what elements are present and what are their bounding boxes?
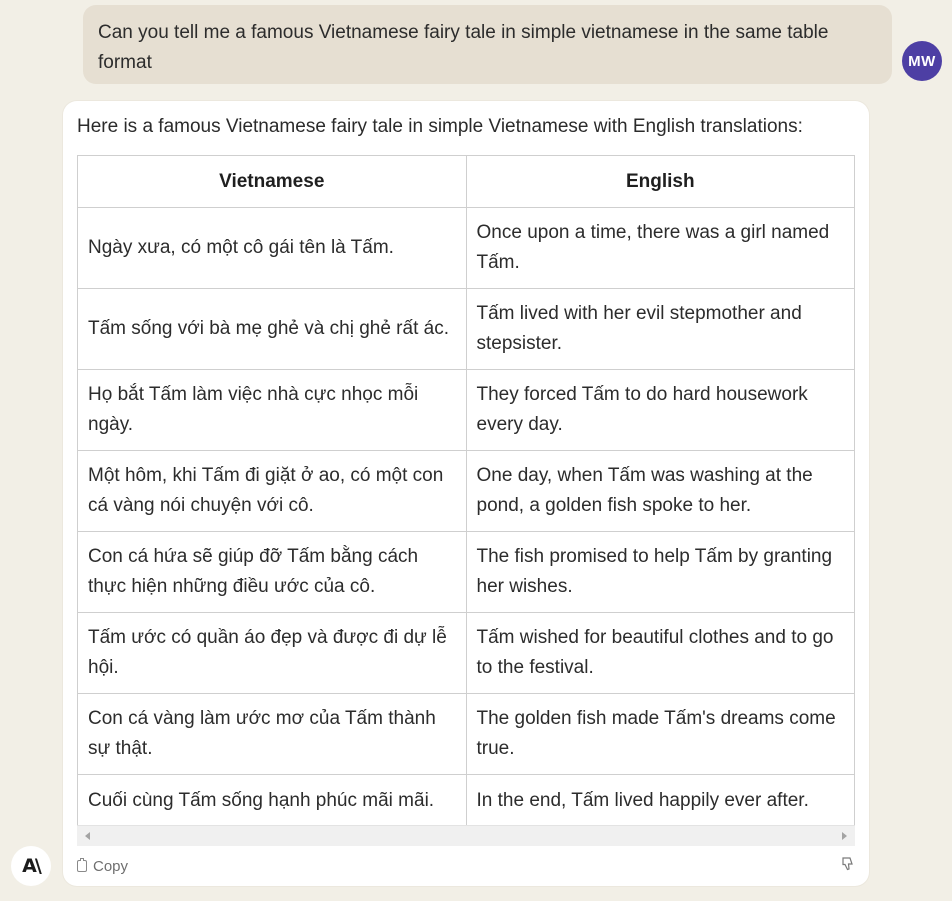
assistant-intro-text: Here is a famous Vietnamese fairy tale in simple Vietnamese with English translations: — [77, 116, 803, 137]
user-avatar[interactable] — [902, 41, 942, 81]
table-cell-english: One day, when Tấm was washing at the pond, a golden fish spoke to her. — [466, 451, 855, 532]
user-message-text: Can you tell me a famous Vietnamese fairy tale in simple vietnamese in the same table format — [98, 22, 829, 73]
table-cell-vietnamese: Con cá vàng làm ước mơ của Tấm thành sự thật. — [78, 694, 467, 775]
clipboard-icon — [77, 860, 87, 872]
assistant-logo — [11, 846, 51, 886]
table-cell-english: The fish promised to help Tấm by granting her wishes. — [466, 532, 855, 613]
table-cell-vietnamese: Họ bắt Tấm làm việc nhà cực nhọc mỗi ngày. — [78, 370, 467, 451]
table-cell-vietnamese: Tấm sống với bà mẹ ghẻ và chị ghẻ rất ác. — [78, 289, 467, 370]
table-cell-english: In the end, Tấm lived happily ever after. — [466, 775, 855, 827]
story-table — [77, 155, 855, 827]
table-row — [78, 370, 855, 451]
table-cell-vietnamese: Ngày xưa, có một cô gái tên là Tấm. — [78, 208, 467, 289]
copy-button-label: Copy — [93, 857, 129, 875]
table-cell-english: Once upon a time, there was a girl named Tấm. — [466, 208, 855, 289]
assistant-logo-text: A\ — [22, 855, 40, 877]
table-scroll-container — [77, 155, 855, 845]
table-cell-vietnamese: Tấm ước có quần áo đẹp và được đi dự lễ hội. — [78, 613, 467, 694]
table-row — [78, 532, 855, 613]
assistant-message-card — [63, 101, 869, 886]
table-cell-vietnamese: Một hôm, khi Tấm đi giặt ở ao, có một con cá vàng nói chuyện với cô. — [78, 451, 467, 532]
table-cell-english: They forced Tấm to do hard housework every day. — [466, 370, 855, 451]
table-row — [78, 613, 855, 694]
scroll-right-arrow-icon[interactable] — [842, 832, 847, 840]
table-row — [78, 451, 855, 532]
thumbs-down-icon[interactable] — [840, 857, 856, 873]
user-avatar-initials: MW — [908, 52, 936, 70]
table-cell-english: Tấm wished for beautiful clothes and to go to the festival. — [466, 613, 855, 694]
table-header-row — [78, 156, 855, 208]
table-row — [78, 289, 855, 370]
table-cell-english: The golden fish made Tấm's dreams come true. — [466, 694, 855, 775]
table-header-english: English — [466, 156, 855, 208]
table-row — [78, 775, 855, 827]
table-row — [78, 694, 855, 775]
scroll-left-arrow-icon[interactable] — [85, 832, 90, 840]
table-cell-vietnamese: Cuối cùng Tấm sống hạnh phúc mãi mãi. — [78, 775, 467, 827]
table-cell-vietnamese: Con cá hứa sẽ giúp đỡ Tấm bằng cách thực hiện những điều ước của cô. — [78, 532, 467, 613]
table-row — [78, 208, 855, 289]
horizontal-scrollbar[interactable] — [77, 825, 855, 846]
copy-button[interactable] — [77, 856, 128, 876]
user-message-bubble — [83, 5, 892, 84]
table-cell-english: Tấm lived with her evil stepmother and stepsister. — [466, 289, 855, 370]
table-header-vietnamese: Vietnamese — [78, 156, 467, 208]
